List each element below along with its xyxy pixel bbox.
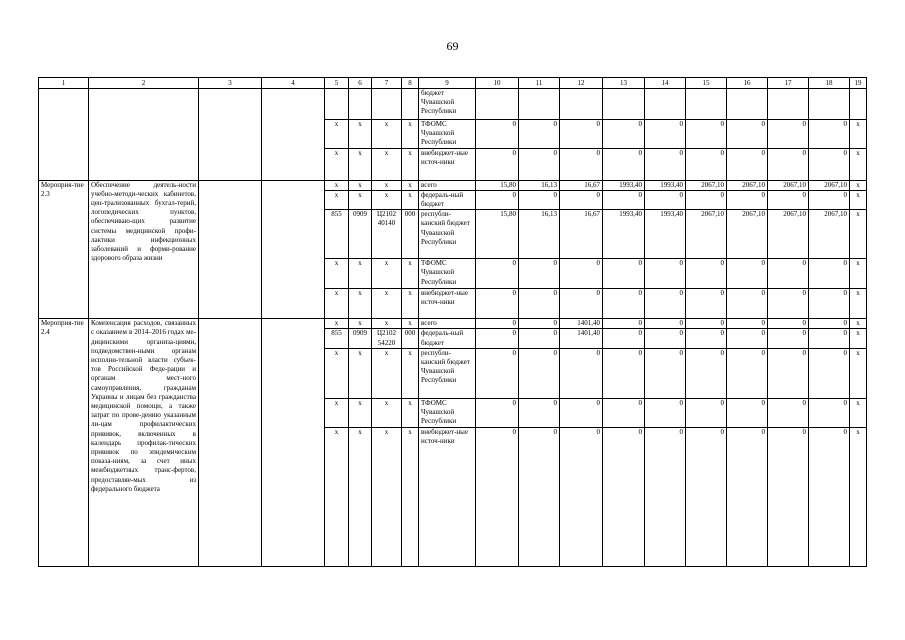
indicator-cell [262, 89, 325, 181]
year-value-9: 0 [809, 329, 850, 348]
funding-source: ТФОМС Чувашской Республики [419, 398, 476, 427]
year-value-6: 0 [686, 289, 727, 319]
year-value-3: 0 [560, 398, 603, 427]
year-value-3 [560, 89, 603, 120]
year-value-7: 0 [727, 398, 768, 427]
table-row [39, 319, 867, 329]
executor-cell [199, 180, 262, 319]
column-number-12: 12 [560, 78, 603, 89]
column-number-3: 3 [199, 78, 262, 89]
year-value-6: 0 [686, 427, 727, 566]
expense-type-code: x [402, 427, 419, 566]
section-code: x [349, 289, 372, 319]
year-value-8: 0 [768, 427, 809, 566]
year-value-3: 0 [560, 289, 603, 319]
year-value-1: 0 [476, 319, 519, 329]
last-column-value: x [850, 190, 867, 209]
measure-name: Обеспечение деятель-ности учебно-методи-ческих кабинетов, цен-трализованных бухгал-терий, логопедических пунктов, обеспечиваю-щих развитие системы медицинской профи-лактики инфекционных заболеваний и форми-рование здорового образа жизни [89, 180, 199, 319]
year-value-4: 0 [603, 329, 645, 348]
target-article-code: Ц2102 54220 [372, 329, 402, 348]
grbs-code: x [325, 319, 349, 329]
funding-source: внебюджет-ные источ-ники [419, 148, 476, 180]
year-value-7: 0 [727, 329, 768, 348]
year-value-5: 0 [645, 329, 686, 348]
expense-type-code: x [402, 259, 419, 289]
column-number-row [39, 78, 867, 89]
section-code: 0909 [349, 210, 372, 259]
year-value-9: 0 [809, 289, 850, 319]
grbs-code: x [325, 259, 349, 289]
year-value-7: 0 [727, 259, 768, 289]
section-code [349, 89, 372, 120]
section-code: x [349, 348, 372, 398]
year-value-8: 0 [768, 398, 809, 427]
year-value-5: 0 [645, 259, 686, 289]
year-value-2: 0 [519, 319, 560, 329]
last-column-value: x [850, 348, 867, 398]
year-value-4: 1993,40 [603, 180, 645, 190]
year-value-2: 0 [519, 259, 560, 289]
year-value-5: 1993,40 [645, 180, 686, 190]
last-column-value: x [850, 398, 867, 427]
section-code: x [349, 190, 372, 209]
last-column-value: x [850, 120, 867, 149]
year-value-6: 0 [686, 148, 727, 180]
last-column-value: x [850, 427, 867, 566]
year-value-8: 0 [768, 148, 809, 180]
last-column-value: x [850, 148, 867, 180]
year-value-1: 0 [476, 120, 519, 149]
year-value-2: 0 [519, 427, 560, 566]
year-value-8: 0 [768, 120, 809, 149]
column-number-1: 1 [39, 78, 89, 89]
year-value-2 [519, 89, 560, 120]
year-value-3: 0 [560, 348, 603, 398]
last-column-value: x [850, 180, 867, 190]
year-value-8: 0 [768, 348, 809, 398]
table-row [39, 180, 867, 190]
year-value-2: 0 [519, 120, 560, 149]
year-value-4: 0 [603, 289, 645, 319]
measure-label [39, 89, 89, 181]
year-value-5: 1993,40 [645, 210, 686, 259]
indicator-cell [262, 319, 325, 567]
section-code: x [349, 180, 372, 190]
year-value-2: 0 [519, 329, 560, 348]
year-value-4: 0 [603, 348, 645, 398]
column-number-19: 19 [850, 78, 867, 89]
year-value-6: 0 [686, 348, 727, 398]
funding-source: бюджет Чувашской Республики [419, 89, 476, 120]
expense-type-code: 000 [402, 210, 419, 259]
year-value-5: 0 [645, 398, 686, 427]
year-value-4: 0 [603, 259, 645, 289]
expense-type-code [402, 89, 419, 120]
funding-source: республи-канский бюджет Чувашской Республики [419, 210, 476, 259]
year-value-5: 0 [645, 190, 686, 209]
executor-cell [199, 89, 262, 181]
measure-label: Мероприя-тие 2.3 [39, 180, 89, 319]
column-number-8: 8 [402, 78, 419, 89]
expense-type-code: x [402, 148, 419, 180]
year-value-1: 0 [476, 259, 519, 289]
year-value-5: 0 [645, 120, 686, 149]
year-value-9: 0 [809, 190, 850, 209]
year-value-7: 0 [727, 289, 768, 319]
last-column-value: x [850, 319, 867, 329]
measure-name: Компенсация расходов, связанных с оказанием в 2014–2016 годах ме-дицинскими организа-циями, подведомствен-ными органам исполни-тельной власти субъек-тов Российской Феде-рации и органам мест-ного самоуправления, гражданам Украины и лицам без гражданства медицинской помощи, а также затрат по прове-дению указанным ли-цам профилактических прививок, включенных в календарь профилак-тических прививок по эпидемическим показа-ниям, за счет иных межбюджетных транс-фертов, предоставляе-мых из федерального бюджета [89, 319, 199, 567]
column-number-11: 11 [519, 78, 560, 89]
grbs-code: x [325, 190, 349, 209]
year-value-8: 0 [768, 190, 809, 209]
year-value-2: 0 [519, 398, 560, 427]
funding-source: ТФОМС Чувашской Республики [419, 120, 476, 149]
target-article-code: x [372, 120, 402, 149]
section-code: x [349, 398, 372, 427]
year-value-9: 0 [809, 319, 850, 329]
year-value-8: 2067,10 [768, 210, 809, 259]
year-value-3: 0 [560, 148, 603, 180]
year-value-3: 1401,40 [560, 319, 603, 329]
year-value-9: 0 [809, 259, 850, 289]
funding-source: республи-канский бюджет Чувашской Республики [419, 348, 476, 398]
grbs-code: x [325, 180, 349, 190]
year-value-1: 0 [476, 348, 519, 398]
year-value-7: 2067,10 [727, 180, 768, 190]
funding-source: ТФОМС Чувашской Республики [419, 259, 476, 289]
year-value-2: 16,13 [519, 210, 560, 259]
column-number-18: 18 [809, 78, 850, 89]
year-value-7: 0 [727, 348, 768, 398]
year-value-7: 0 [727, 190, 768, 209]
year-value-3: 0 [560, 120, 603, 149]
grbs-code [325, 89, 349, 120]
year-value-6: 0 [686, 319, 727, 329]
expense-type-code: x [402, 289, 419, 319]
target-article-code: x [372, 319, 402, 329]
year-value-1 [476, 89, 519, 120]
target-article-code: x [372, 259, 402, 289]
year-value-8: 0 [768, 289, 809, 319]
indicator-cell [262, 180, 325, 319]
year-value-6: 0 [686, 398, 727, 427]
funding-source: федераль-ный бюджет [419, 329, 476, 348]
year-value-1: 15,80 [476, 210, 519, 259]
year-value-5: 0 [645, 348, 686, 398]
year-value-8: 2067,10 [768, 180, 809, 190]
section-code: x [349, 259, 372, 289]
column-number-16: 16 [727, 78, 768, 89]
year-value-5: 0 [645, 289, 686, 319]
year-value-4: 0 [603, 120, 645, 149]
year-value-3: 1401,40 [560, 329, 603, 348]
column-number-13: 13 [603, 78, 645, 89]
target-article-code [372, 89, 402, 120]
year-value-1: 0 [476, 190, 519, 209]
year-value-1: 0 [476, 289, 519, 319]
year-value-7 [727, 89, 768, 120]
year-value-4: 0 [603, 148, 645, 180]
grbs-code: x [325, 427, 349, 566]
target-article-code: x [372, 348, 402, 398]
section-code: 0909 [349, 329, 372, 348]
year-value-1: 0 [476, 398, 519, 427]
year-value-9: 0 [809, 348, 850, 398]
year-value-9: 2067,10 [809, 180, 850, 190]
year-value-5: 0 [645, 427, 686, 566]
expense-type-code: x [402, 120, 419, 149]
year-value-5: 0 [645, 148, 686, 180]
year-value-9: 0 [809, 427, 850, 566]
year-value-1: 15,80 [476, 180, 519, 190]
grbs-code: x [325, 120, 349, 149]
target-article-code: x [372, 180, 402, 190]
target-article-code: x [372, 427, 402, 566]
year-value-2: 0 [519, 190, 560, 209]
target-article-code: Ц2102 40140 [372, 210, 402, 259]
grbs-code: x [325, 148, 349, 180]
year-value-9: 2067,10 [809, 210, 850, 259]
year-value-6: 0 [686, 120, 727, 149]
target-article-code: x [372, 289, 402, 319]
year-value-2: 16,13 [519, 180, 560, 190]
year-value-5: 0 [645, 319, 686, 329]
year-value-3: 0 [560, 190, 603, 209]
expense-type-code: x [402, 319, 419, 329]
year-value-4: 0 [603, 427, 645, 566]
year-value-7: 0 [727, 427, 768, 566]
year-value-4: 1993,40 [603, 210, 645, 259]
measure-name [89, 89, 199, 181]
grbs-code: 855 [325, 329, 349, 348]
grbs-code: x [325, 289, 349, 319]
section-code: x [349, 427, 372, 566]
expense-type-code: 000 [402, 329, 419, 348]
expense-type-code: x [402, 180, 419, 190]
section-code: x [349, 120, 372, 149]
column-number-17: 17 [768, 78, 809, 89]
budget-table [38, 77, 867, 567]
executor-cell [199, 319, 262, 567]
year-value-7: 0 [727, 319, 768, 329]
year-value-8: 0 [768, 329, 809, 348]
last-column-value: x [850, 259, 867, 289]
year-value-9: 0 [809, 148, 850, 180]
grbs-code: x [325, 398, 349, 427]
year-value-8: 0 [768, 259, 809, 289]
expense-type-code: x [402, 348, 419, 398]
expense-type-code: x [402, 398, 419, 427]
target-article-code: x [372, 398, 402, 427]
column-number-5: 5 [325, 78, 349, 89]
year-value-2: 0 [519, 348, 560, 398]
funding-source: федераль-ный бюджет [419, 190, 476, 209]
column-number-15: 15 [686, 78, 727, 89]
year-value-6: 2067,10 [686, 180, 727, 190]
column-number-7: 7 [372, 78, 402, 89]
funding-source: всего [419, 180, 476, 190]
page-number: 69 [446, 39, 459, 53]
year-value-9 [809, 89, 850, 120]
target-article-code: x [372, 148, 402, 180]
year-value-1: 0 [476, 329, 519, 348]
table-row [39, 89, 867, 120]
measure-label: Мероприя-тие 2.4 [39, 319, 89, 567]
year-value-4: 0 [603, 319, 645, 329]
year-value-5 [645, 89, 686, 120]
year-value-8: 0 [768, 319, 809, 329]
column-number-2: 2 [89, 78, 199, 89]
year-value-4: 0 [603, 190, 645, 209]
expense-type-code: x [402, 190, 419, 209]
grbs-code: 855 [325, 210, 349, 259]
year-value-4 [603, 89, 645, 120]
year-value-3: 16,67 [560, 180, 603, 190]
year-value-2: 0 [519, 289, 560, 319]
year-value-6: 0 [686, 329, 727, 348]
year-value-1: 0 [476, 148, 519, 180]
year-value-3: 0 [560, 259, 603, 289]
column-number-4: 4 [262, 78, 325, 89]
last-column-value: x [850, 210, 867, 259]
year-value-6: 2067,10 [686, 210, 727, 259]
year-value-7: 2067,10 [727, 210, 768, 259]
funding-source: внебюджет-ные источ-ники [419, 427, 476, 566]
year-value-9: 0 [809, 398, 850, 427]
year-value-6 [686, 89, 727, 120]
year-value-2: 0 [519, 148, 560, 180]
funding-source: внебюджет-ные источ-ники [419, 289, 476, 319]
last-column-value: x [850, 289, 867, 319]
section-code: x [349, 319, 372, 329]
column-number-6: 6 [349, 78, 372, 89]
column-number-10: 10 [476, 78, 519, 89]
section-code: x [349, 148, 372, 180]
year-value-7: 0 [727, 148, 768, 180]
last-column-value: x [850, 329, 867, 348]
year-value-9: 0 [809, 120, 850, 149]
column-number-14: 14 [645, 78, 686, 89]
funding-source: всего [419, 319, 476, 329]
year-value-3: 0 [560, 427, 603, 566]
year-value-4: 0 [603, 398, 645, 427]
year-value-1: 0 [476, 427, 519, 566]
target-article-code: x [372, 190, 402, 209]
last-column-value [850, 89, 867, 120]
column-number-9: 9 [419, 78, 476, 89]
year-value-6: 0 [686, 190, 727, 209]
year-value-7: 0 [727, 120, 768, 149]
year-value-6: 0 [686, 259, 727, 289]
year-value-8 [768, 89, 809, 120]
grbs-code: x [325, 348, 349, 398]
year-value-3: 16,67 [560, 210, 603, 259]
